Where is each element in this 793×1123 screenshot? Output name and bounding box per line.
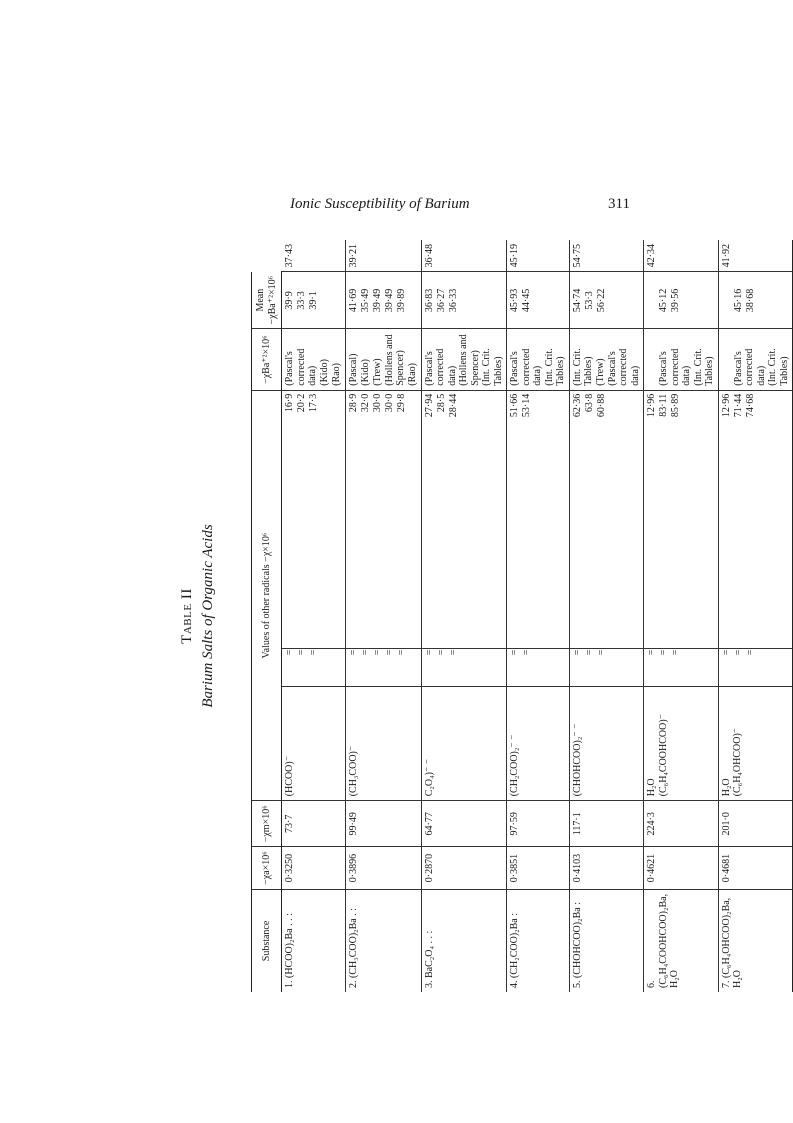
radical-value: 12·96 — [646, 393, 657, 418]
substance-cell: 2. (CH₃COO)₂Ba . : — [345, 889, 421, 992]
chi-ba-col — [644, 272, 719, 329]
chi-m-cell: 201·0 — [718, 801, 793, 847]
reference-note: (Pascal's corrected data) — [284, 348, 318, 386]
radical-value-col — [644, 390, 719, 648]
equals-sign: = — [595, 649, 607, 656]
equals-col — [718, 648, 793, 687]
equals-sign: = — [521, 649, 532, 656]
reference-col — [345, 329, 421, 390]
radical-cell: (HCOO)⁻ — [282, 687, 346, 801]
table-caption — [179, 240, 251, 992]
header-other-radicals: Values of other radicals −χ×10⁶ — [252, 390, 282, 801]
chi-ba-value: 45·93 — [509, 288, 520, 313]
chi-ba-value: 39·49 — [383, 288, 395, 313]
equals-sign: = — [744, 649, 756, 656]
chi-ba-value: 44·45 — [521, 288, 532, 313]
radical-value: 30·0 — [383, 393, 395, 413]
chi-ba-value — [646, 276, 658, 324]
radical-value: 29·8 — [395, 393, 407, 413]
radical-value: 28·5 — [435, 393, 447, 413]
radical-value: 51·66 — [509, 393, 520, 418]
chi-a-cell: 0·4681 — [718, 847, 793, 890]
equals-sign: = — [423, 649, 435, 656]
chi-ba-col — [421, 272, 507, 329]
equals-sign: = — [571, 649, 583, 656]
equals-col — [507, 648, 570, 687]
reference-note: (Trew) — [594, 358, 606, 386]
chi-a-cell: 0·3851 — [507, 847, 570, 890]
equals-sign: = — [658, 649, 669, 656]
reference-note: (Kido) — [359, 359, 371, 386]
substance-cell: 1. (HCOO)₂Ba . . : — [282, 889, 346, 992]
radical-value: 60·88 — [595, 393, 607, 418]
chi-ba-value: 33·3 — [296, 291, 307, 310]
radical-value-col — [507, 390, 570, 648]
equals-sign: = — [308, 649, 319, 656]
equals-sign: = — [359, 649, 371, 656]
chi-a-cell: 0·3896 — [345, 847, 421, 890]
radical-cell: (CHOHCOO)₂⁻ ⁻ — [569, 687, 644, 801]
equals-col — [345, 648, 421, 687]
chi-ba-value: 39·49 — [371, 288, 383, 313]
chi-ba-value: 56·22 — [595, 288, 607, 313]
radical-value: 12·96 — [720, 393, 732, 418]
mean-cell: 54·75 — [569, 240, 644, 272]
header-row — [252, 240, 282, 992]
reference-col — [569, 329, 644, 390]
chi-a-cell: 0·2870 — [421, 847, 507, 890]
radical-cell: H₂O (C₆H₄COOHCOO)⁻ — [644, 687, 719, 801]
chi-m-cell: 73·7 — [282, 801, 346, 847]
mean-cell: 41·92 — [718, 240, 793, 272]
radical-value-col — [718, 390, 793, 648]
reference-note: (Trew) — [371, 358, 383, 386]
reference-note: (Int. Crit. Tables) — [481, 348, 504, 386]
chi-m-cell: 117·1 — [569, 801, 644, 847]
equals-sign: = — [720, 649, 732, 656]
mean-cell: 42·34 — [644, 240, 719, 272]
chi-ba-col — [282, 272, 346, 329]
chi-ba-value: 35·49 — [359, 288, 371, 313]
table-body — [282, 240, 793, 992]
substance-cell: 6. (C₆H₄COOHCOO)₂Ba, H₂O — [644, 889, 719, 992]
equals-col — [282, 648, 346, 687]
chi-ba-value: 45·16 — [732, 288, 744, 313]
reference-note: (Kido) — [318, 359, 330, 386]
radical-value: 74·68 — [744, 393, 756, 418]
equals-sign: = — [371, 649, 383, 656]
chi-ba-value: 36·33 — [447, 288, 459, 313]
radical-value-col — [569, 390, 644, 648]
radical-value: 20·2 — [296, 393, 307, 413]
table-row — [421, 240, 507, 992]
page-number: 311 — [608, 196, 630, 212]
header-chi-m: −χm×10⁶ — [252, 801, 282, 847]
radical-value: 83·11 — [658, 393, 669, 417]
equals-sign: = — [732, 649, 744, 656]
mean-cell: 39·21 — [345, 240, 421, 272]
reference-note: (Pascal's corrected data) — [732, 348, 767, 386]
reference-note: (Rao) — [330, 362, 342, 386]
chi-ba-value: 45·12 — [658, 288, 669, 313]
radical-value: 30·0 — [371, 393, 383, 413]
chi-m-cell: 99·49 — [345, 801, 421, 847]
chi-m-cell: 97·59 — [507, 801, 570, 847]
reference-note: (Int. Crit. Tables) — [767, 348, 790, 386]
chi-ba-value: 53·3 — [583, 291, 595, 310]
equals-sign: = — [347, 649, 359, 656]
rotated-table-block — [179, 240, 790, 992]
reference-note: (Pascal) — [347, 353, 359, 386]
radical-value: 28·44 — [447, 393, 459, 418]
chi-ba-value: 54·74 — [571, 288, 583, 313]
mean-cell: 45·19 — [507, 240, 570, 272]
reference-col — [282, 329, 346, 390]
reference-note: (Hollens and Spencer) — [458, 334, 481, 386]
radical-value: 53·14 — [521, 393, 532, 418]
chi-a-cell: 0·4621 — [644, 847, 719, 890]
equals-sign: = — [435, 649, 447, 656]
chi-m-cell: 224·3 — [644, 801, 719, 847]
equals-col — [569, 648, 644, 687]
header-mean: Mean −χBa⁺²×10⁶ — [252, 272, 282, 329]
chi-a-cell: 0·4103 — [569, 847, 644, 890]
chi-ba-value: 39·1 — [308, 291, 319, 310]
radical-value: 71·44 — [732, 393, 744, 418]
chi-ba-value: 39·89 — [395, 288, 407, 313]
mean-cell: 36·48 — [421, 240, 507, 272]
radical-cell: H₂O (C₆H₄OHCOO)⁻ — [718, 687, 793, 801]
substance-cell: 5. (CHOHCOO)₂Ba : — [569, 889, 644, 992]
radical-cell: C₂O₄)⁻ ⁻ — [421, 687, 507, 801]
reference-note: (Int. Crit. Tables) — [692, 348, 715, 386]
equals-col — [421, 648, 507, 687]
equals-col — [644, 648, 719, 687]
substance-cell: 7. (C₆H₄OHCOO)₂Ba, H₂O — [718, 889, 793, 992]
barium-salts-table — [251, 240, 793, 992]
table-row — [282, 240, 346, 992]
reference-note: (Int. Crit. Tables) — [571, 348, 594, 386]
reference-note: (Rao) — [406, 362, 418, 386]
radical-value: 16·9 — [284, 393, 295, 413]
chi-ba-col — [718, 272, 793, 329]
reference-col — [718, 329, 793, 390]
chi-ba-value: 36·27 — [435, 288, 447, 313]
radical-cell: (CH₃COO)⁻ — [345, 687, 421, 801]
equals-sign: = — [509, 649, 520, 656]
equals-sign: = — [447, 649, 459, 656]
substance-cell: 4. (CH₂COO)₂Ba : — [507, 889, 570, 992]
equals-sign: = — [583, 649, 595, 656]
radical-cell: (CH₂COO)₂⁻ ⁻ — [507, 687, 570, 801]
radical-value: 62·36 — [571, 393, 583, 418]
radical-value: 27·94 — [423, 393, 435, 418]
chi-ba-value: 38·68 — [744, 288, 756, 313]
chi-ba-col — [345, 272, 421, 329]
equals-sign: = — [646, 649, 657, 656]
radical-value: 63·8 — [583, 393, 595, 413]
equals-sign: = — [670, 649, 681, 656]
chi-ba-value: 41·69 — [347, 288, 359, 313]
chi-ba-col — [507, 272, 570, 329]
chi-a-cell: 0·3250 — [282, 847, 346, 890]
table-title: Barium Salts of Organic Acids — [200, 524, 216, 708]
reference-note — [646, 333, 658, 385]
chi-ba-col — [569, 272, 644, 329]
equals-sign: = — [395, 649, 407, 656]
mean-cell: 37·43 — [282, 240, 346, 272]
header-substance: Substance — [252, 889, 282, 992]
reference-note: (Pascal's corrected data) — [423, 348, 458, 386]
reference-note: (Int. Crit. Tables) — [543, 348, 566, 386]
header-chi-ba: −χBa⁺²×10⁶ — [252, 329, 282, 390]
chi-m-cell: 64·77 — [421, 801, 507, 847]
table-row — [569, 240, 644, 992]
reference-note: (Pascal's corrected data) — [509, 348, 543, 386]
radical-value: 32·0 — [359, 393, 371, 413]
radical-value: 28·9 — [347, 393, 359, 413]
radical-value: 17·3 — [308, 393, 319, 413]
table-row — [644, 240, 719, 992]
reference-col — [421, 329, 507, 390]
radical-value: 85·89 — [670, 393, 681, 418]
equals-sign: = — [284, 649, 295, 656]
substance-cell: 3. BaC₂O₄ . . : — [421, 889, 507, 992]
reference-note: (Pascal's corrected data) — [606, 348, 641, 386]
table-row — [507, 240, 570, 992]
reference-col — [644, 329, 719, 390]
chi-ba-value: 39·9 — [284, 291, 295, 310]
reference-note — [721, 333, 733, 385]
table-row — [345, 240, 421, 992]
running-title: Ionic Susceptibility of Barium — [290, 196, 470, 212]
radical-value-col — [345, 390, 421, 648]
table-row — [718, 240, 793, 992]
reference-col — [507, 329, 570, 390]
radical-value-col — [282, 390, 346, 648]
radical-value-col — [421, 390, 507, 648]
table-label: Table II — [179, 588, 195, 644]
header-chi-a: −χa×10⁶ — [252, 847, 282, 890]
reference-note: (Pascal's corrected data) — [658, 348, 692, 386]
equals-sign: = — [296, 649, 307, 656]
reference-note: (Hollens and Spencer) — [383, 334, 406, 386]
equals-sign: = — [383, 649, 395, 656]
chi-ba-value: 39·56 — [670, 288, 681, 313]
chi-ba-value — [721, 276, 733, 324]
chi-ba-value: 36·83 — [423, 288, 435, 313]
